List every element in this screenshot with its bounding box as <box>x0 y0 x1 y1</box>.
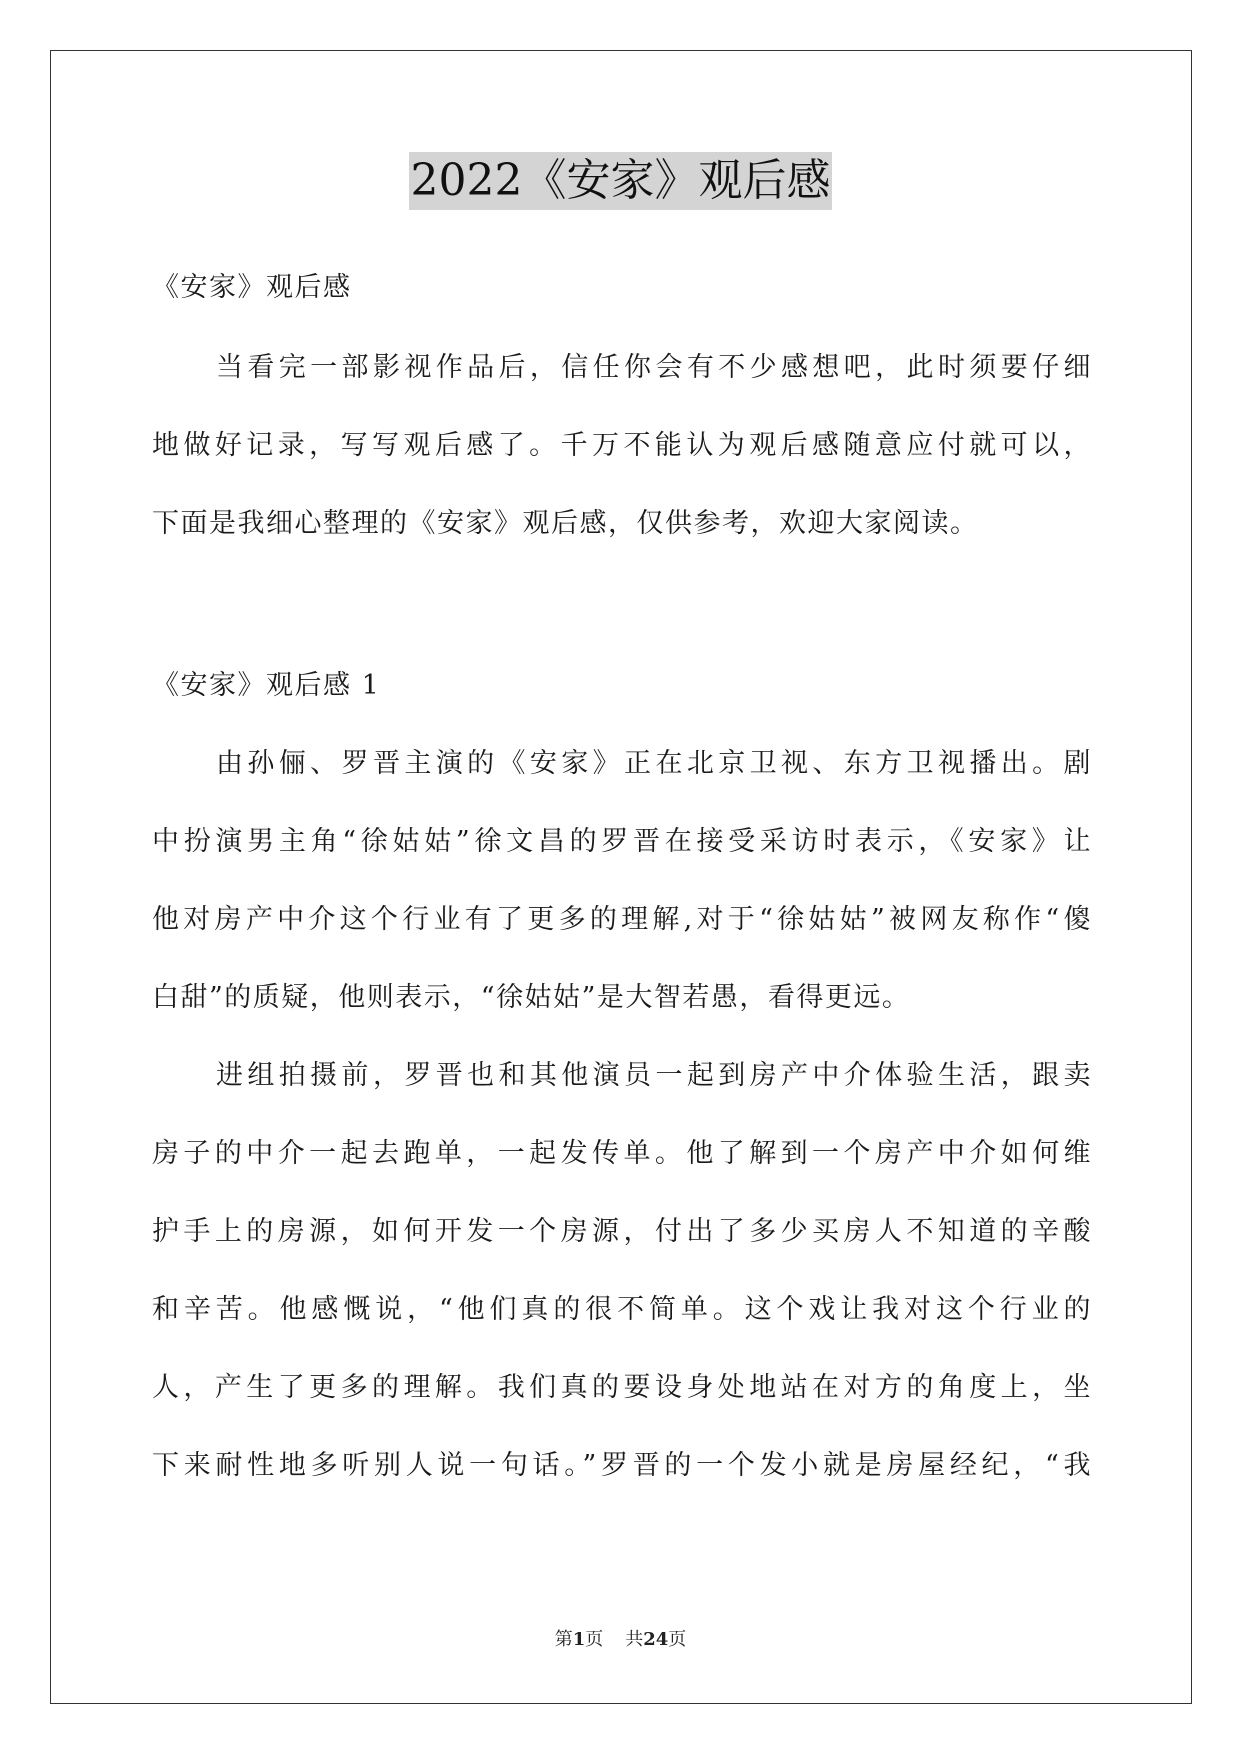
paragraph-line: 白甜”的质疑，他则表示，“徐姑姑”是大智若愚，看得更远。 <box>152 982 911 1013</box>
intro-line: 下面是我细心整理的《安家》观后感，仅供参考，欢迎大家阅读。 <box>152 508 979 539</box>
intro-line: 当看完一部影视作品后，信任你会有不少感想吧，此时须要仔细 <box>216 352 1092 383</box>
document-title: 2022《安家》观后感 <box>409 152 833 210</box>
total-suffix: 页 <box>668 1629 687 1650</box>
paragraph-line: 进组拍摄前，罗晋也和其他演员一起到房产中介体验生活，跟卖 <box>216 1060 1092 1091</box>
page-prefix: 第 <box>554 1629 573 1650</box>
page-number: 1 <box>572 1629 586 1650</box>
paragraph-line: 他对房产中介这个行业有了更多的理解,对于“徐姑姑”被网友称作“傻 <box>152 904 1092 935</box>
page-footer <box>0 1628 1241 1652</box>
paragraph-line: 中扮演男主角“徐姑姑”徐文昌的罗晋在接受采访时表示，《安家》让 <box>152 826 1092 857</box>
section-heading: 《安家》观后感 1 <box>152 670 381 701</box>
paragraph-line: 下来耐性地多听别人说一句话。”罗晋的一个发小就是房屋经纪，“我 <box>152 1450 1092 1481</box>
page-suffix: 页 <box>585 1629 604 1650</box>
paragraph-line: 房子的中介一起去跑单，一起发传单。他了解到一个房产中介如何维 <box>152 1138 1092 1169</box>
title-container <box>0 152 1241 210</box>
total-prefix: 共 <box>625 1629 644 1650</box>
paragraph-line: 和辛苦。他感慨说，“他们真的很不简单。这个戏让我对这个行业的 <box>152 1294 1092 1325</box>
paragraph-line: 人，产生了更多的理解。我们真的要设身处地站在对方的角度上，坐 <box>152 1372 1092 1403</box>
total-pages: 24 <box>643 1629 669 1650</box>
paragraph-line: 护手上的房源，如何开发一个房源，付出了多少买房人不知道的辛酸 <box>152 1216 1092 1247</box>
paragraph-line: 由孙俪、罗晋主演的《安家》正在北京卫视、东方卫视播出。剧 <box>216 748 1092 779</box>
intro-line: 地做好记录，写写观后感了。千万不能认为观后感随意应付就可以， <box>152 430 1092 461</box>
intro-heading: 《安家》观后感 <box>152 272 352 303</box>
